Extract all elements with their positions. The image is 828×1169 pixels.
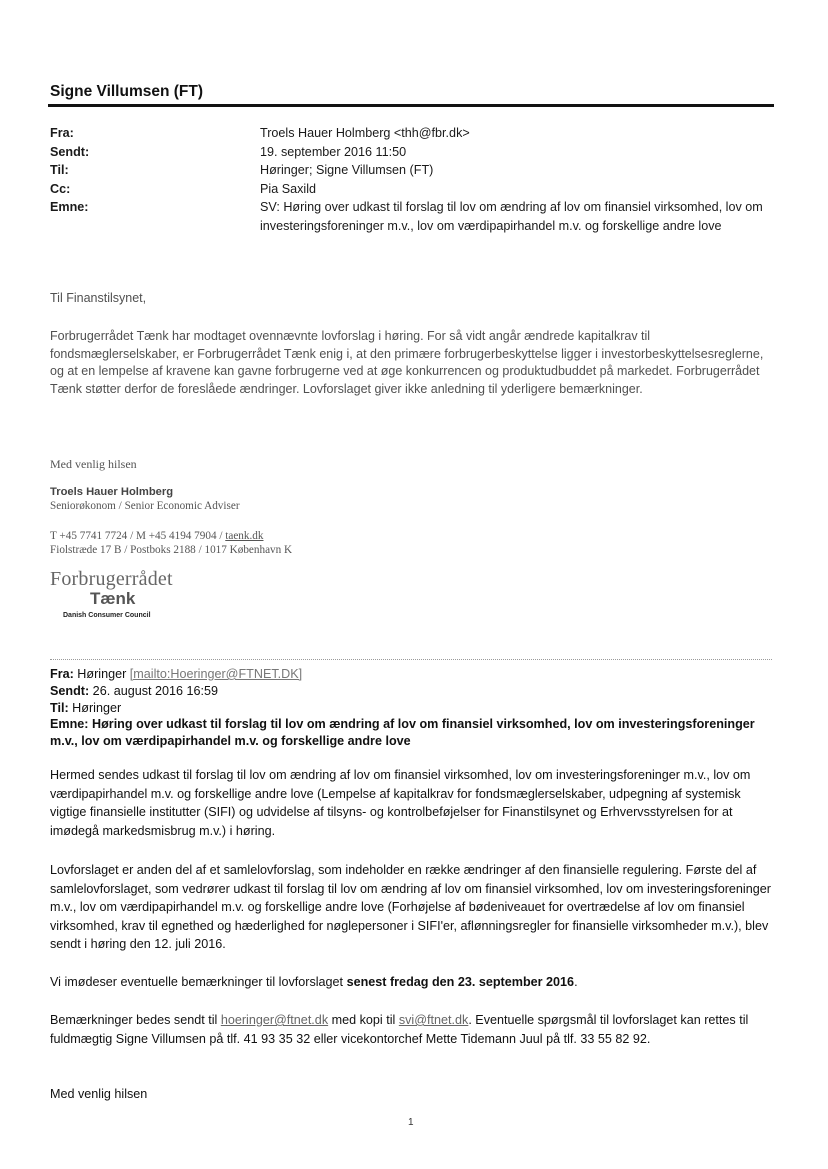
fwd-to-label: Til: — [50, 700, 69, 715]
fwd-from-label: Fra: — [50, 667, 74, 681]
to-value: Høringer; Signe Villumsen (FT) — [260, 163, 434, 177]
signature-closing: Med venlig hilsen — [50, 457, 137, 471]
fwd-sent-value: 26. august 2016 16:59 — [89, 683, 219, 698]
fwd-paragraph-4 — [50, 1011, 778, 1048]
signature-address: Fiolstræde 17 B / Postboks 2188 / 1017 København K — [50, 544, 293, 556]
fwd-sent-label: Sendt: — [50, 683, 90, 698]
logo-line2: Tænk — [90, 589, 136, 608]
fwd-p4-text-a: Bemærkninger bedes sendt til — [50, 1013, 221, 1027]
message-paragraph: Forbrugerrådet Tænk har modtaget ovennævnte lovforslag i høring. For så vidt angår ændrede kapitalkrav til fondsmæglerselskaber, er Forbrugerrådet Tænk enig i, at den primære forbrugerbeskyttelse ligger i investorbeskyttelsesreglerne, og at en lempelse af kravene kan gavne forbrugerne ved at øge konkurrencen og produktudbuddet på markedet. Forbrugerrådet Tænk støtter derfor de foreslåede ændringer. Lovforslaget giver ikke anledning til yderligere bemærkninger. — [50, 329, 764, 396]
fwd-to-row — [50, 700, 778, 717]
signature-name: Troels Hauer Holmberg — [50, 486, 174, 498]
fwd-subject-label: Emne: — [50, 717, 89, 732]
fwd-p4-text-c: . Eventuelle spørgsmål til lovforslaget kan rettes til fuldmægtig Signe Villumsen på tlf. 41 93 35 32 eller vicekontorchef Mette Tidemann Juul på tlf. 33 55 82 92. — [50, 1013, 749, 1046]
fwd-subject-row — [50, 716, 778, 750]
fwd-from-row — [50, 666, 778, 683]
fwd-from-value: Høringer — [73, 667, 130, 681]
from-value: Troels Hauer Holmberg <thh@fbr.dk> — [260, 126, 470, 140]
fwd-p3-text: Vi imødeser eventuelle bemærkninger til lovforslaget — [50, 975, 347, 989]
subject-row — [50, 198, 780, 235]
fwd-paragraph-1: Hermed sendes udkast til forslag til lov om ændring af lov om finansiel virksomhed, lov om investeringsforeninger m.v., lov om værdipapirhandel m.v. og forskellige andre love (Lempelse af kapitalkrav for fondsmæglerselskaber, udpegning af systemisk vigtige finansielle institutter (SIFI) og udvidelse af tilsyns- og kontrolbeføjelser for Finanstilsynet og Erhvervsstyrelsen for at imødegå markedsmisbrug m.v.) i høring. — [50, 768, 751, 838]
to-row — [50, 161, 780, 180]
signature-phone-text: T +45 7741 7724 / M +45 4194 7904 / — [50, 530, 226, 542]
signature-role: Seniorøkonom / Senior Economic Adviser — [50, 500, 240, 512]
svi-email-link[interactable]: svi@ftnet.dk — [398, 1013, 469, 1027]
subject-label: Emne: — [50, 200, 89, 214]
forwarded-header — [50, 666, 778, 750]
cc-row — [50, 180, 780, 199]
subject-value: SV: Høring over udkast til forslag til lov om ændring af lov om finansiel virksomhed, lov om investeringsforeninger m.v., lov om værdipapirhandel m.v. og forskellige andre love — [260, 200, 763, 233]
logo-line1: Forbrugerrådet — [50, 568, 173, 590]
fwd-paragraph-3 — [50, 973, 778, 992]
fwd-closing: Med venlig hilsen — [50, 1087, 148, 1101]
cc-label: Cc: — [50, 181, 71, 196]
from-label: Fra: — [50, 126, 74, 140]
consumer-council-logo — [50, 568, 173, 621]
cc-value: Pia Saxild — [260, 181, 317, 196]
sent-row — [50, 143, 780, 162]
hoeringer-email-link[interactable]: hoeringer@ftnet.dk — [220, 1013, 329, 1027]
fwd-subject-value: Høring over udkast til forslag til lov om ændring af lov om finansiel virksomhed, lov om investeringsforeninger m.v., lov om værdipapirhandel m.v. og forskellige andre love — [50, 717, 755, 749]
signature-phone — [50, 530, 263, 542]
fwd-mailto-link[interactable]: [mailto:Hoeringer@FTNET.DK] — [129, 667, 303, 681]
fwd-paragraph-2: Lovforslaget er anden del af et samlelovforslag, som indeholder en række ændringer af den finansielle regulering. Første del af samlelovforslaget, som vedrører udkast til forslag til lov om ændring af lov om finansiel virksomhed, lov om investeringsforeninger m.v., lov om værdipapirhandel m.v. og forskellige andre love (Forhøjelse af bødeniveauet for overtrædelse af lov om finansiel virksomhed, krav til egnethed og hæderlighed for nøglepersoner i SIFI'er, aflønningsregler for finansielle virksomheder m.v.), blev sendt i høring den 12. juli 2016. — [50, 863, 771, 952]
logo-subtitle: Danish Consumer Council — [63, 612, 151, 619]
greeting: Til Finanstilsynet, — [50, 291, 147, 305]
fwd-to-value: Høringer — [68, 700, 122, 715]
page-number: 1 — [408, 1117, 414, 1128]
document-title: Signe Villumsen (FT) — [50, 83, 204, 100]
title-rule — [48, 104, 774, 107]
website-link[interactable]: taenk.dk — [225, 530, 264, 542]
fwd-sent-row — [50, 683, 778, 700]
sent-label: Sendt: — [50, 144, 90, 159]
forward-separator — [50, 659, 772, 660]
from-row — [50, 124, 780, 143]
email-header — [50, 124, 780, 235]
fwd-p3-end: . — [574, 975, 578, 989]
to-label: Til: — [50, 163, 69, 177]
fwd-p4-text-b: med kopi til — [328, 1013, 399, 1027]
fwd-deadline: senest fredag den 23. september 2016 — [346, 975, 575, 989]
sent-value: 19. september 2016 11:50 — [260, 144, 407, 159]
